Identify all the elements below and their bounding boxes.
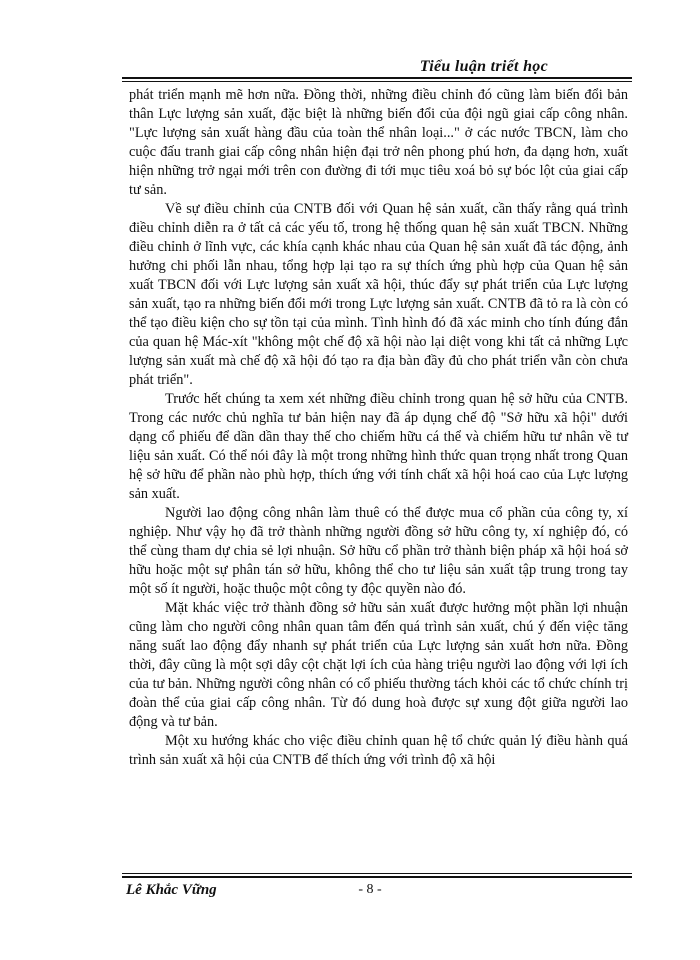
paragraph: Về sự điều chỉnh của CNTB đối với Quan hệ sản xuất, cần thấy rằng quá trình điều chỉnh diễn ra ở tất cả các yếu tố, trong hệ thống quan hệ sản xuất TBCN. Những điều chỉnh ở lĩnh vực, các khía cạnh khác nhau của Quan hệ sản xuất đã tác động, ảnh hưởng chi phối lẫn nhau, tổng hợp lại tạo ra sự thích ứng phù hợp của Quan hệ sản xuất TBCN đối với Lực lượng sản xuất xã hội, thúc đẩy sự phát triển của Lực lượng sản xuất, tạo ra những biến đổi mới trong Lực lượng sản xuất. CNTB đã tỏ ra là còn có thể tạo điều kiện cho sự tồn tại của mình. Tình hình đó đã xác minh cho tính đúng đắn của quan hệ Mác-xít "không một chế độ xã hội nào lại diệt vong khi tất cả những Lực lượng sản xuất mà chế độ xã hội đó tạo ra địa bàn đầy đủ cho phát triển vẫn còn chưa phát triển". — [129, 201, 628, 388]
header-rule — [122, 77, 632, 79]
footer-rule — [122, 876, 632, 878]
paragraph-continued: phát triển mạnh mẽ hơn nữa. Đồng thời, những điều chỉnh đó cũng làm biến đổi bản thân Lực lượng sản xuất, đặc biệt là những biến đổi của đội ngũ giai cấp công nhân. "Lực lượng sản xuất hàng đầu của toàn thể nhân loại..." ở các nước TBCN, làm cho cuộc đấu tranh giai cấp công nhân hiện đại trở nên phong phú hơn, đa dạng hơn, xuất hiện những trở ngại mới trên con đường đi tới mục tiêu xoá bỏ sự bóc lột của giai cấp tư sản. — [129, 87, 628, 198]
footer-rule-secondary — [122, 873, 632, 874]
header-rule-secondary — [122, 81, 632, 82]
page-body — [129, 86, 628, 770]
paragraph: Người lao động công nhân làm thuê có thể được mua cổ phần của công ty, xí nghiệp. Như vậy họ đã trở thành những người đồng sở hữu công ty, xí nghiệp đó, có thể cùng tham dự chia sẻ lợi nhuận. Sở hữu cổ phần trở thành biện pháp xã hội hoá sở hữu hoặc một sự phân tán sở hữu, không thể cho tư liệu sản xuất tập trung trong tay một số ít người, hoặc thuộc một công ty độc quyền nào đó. — [129, 505, 628, 597]
paragraph: Mặt khác việc trở thành đồng sở hữu sản xuất được hưởng một phần lợi nhuận cũng làm cho người công nhân quan tâm đến quá trình sản xuất, chú ý đến việc tăng năng suất lao động đẩy nhanh sự phát triển của Lực lượng sản xuất hơn nữa. Đồng thời, đây cũng là một sợi dây cột chặt lợi ích của hàng triệu người lao động với lợi ích của tư bản. Những người công nhân có cổ phiếu thường tách khỏi các tổ chức chính trị đoàn thể của giai cấp công nhân. Từ đó dung hoà được sự xung đột giữa người lao động và tư bản. — [129, 600, 628, 730]
footer-author: Lê Khắc Vững — [126, 882, 217, 898]
paragraph: Một xu hướng khác cho việc điều chỉnh quan hệ tổ chức quản lý điều hành quá trình sản xuất xã hội của CNTB để thích ứng với trình độ xã hội — [129, 733, 628, 768]
page-number: - 8 - — [358, 882, 382, 897]
running-header-title: Tiểu luận triết học — [419, 58, 548, 75]
paragraph: Trước hết chúng ta xem xét những điều chỉnh trong quan hệ sở hữu của CNTB. Trong các nước chủ nghĩa tư bản hiện nay đã áp dụng chế độ "Sở hữu xã hội" dưới dạng cổ phiếu để dần dần thay thế cho chiếm hữu cá thể và chiếm hữu tư nhân về tư liệu sản xuất. Có thể nói đây là một trong những hình thức quan trọng nhất trong Quan hệ sở hữu để phần nào phù hợp, thích ứng với tính chất xã hội hoá cao của Lực lượng sản xuất. — [129, 391, 628, 502]
